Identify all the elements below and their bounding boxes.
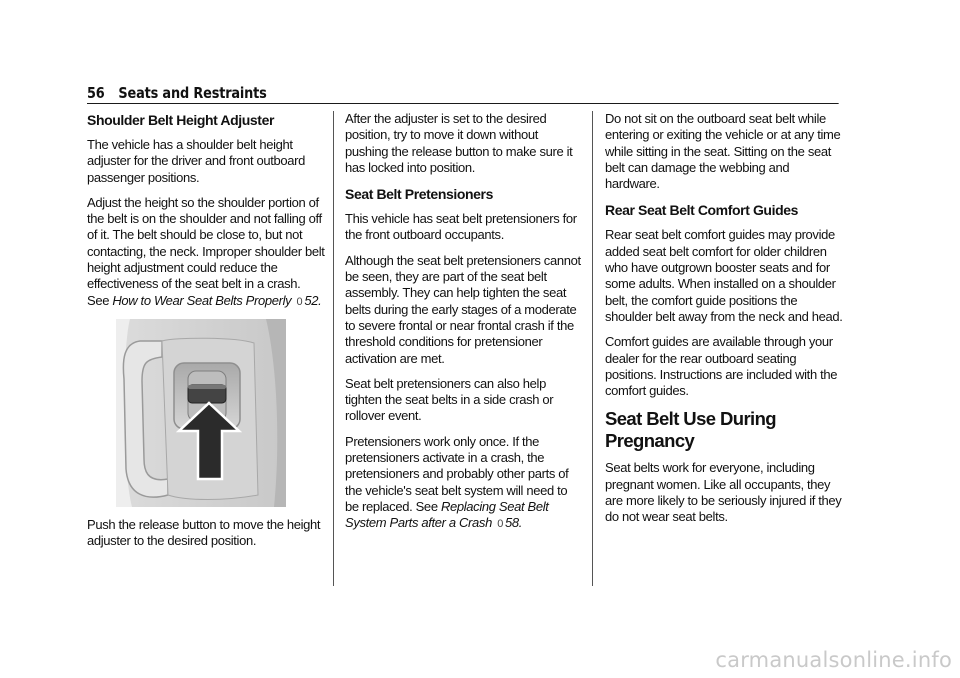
paragraph: Pretensioners work only once. If the pretensioners activate in a crash, the pretensioners and probably other parts of the vehicle's seat belt system will need to be replaced. See Replacing Seat Belt System Parts after a Crash 0 58. [345, 433, 569, 531]
cross-reference-link[interactable]: Replacing Seat Belt System Parts after a Crash [345, 498, 549, 531]
paragraph: Seat belts work for everyone, including pregnant women. Like all occupants, they are more likely to be seriously injured if they do not wear seat belts. [605, 460, 842, 525]
page-number: 56 [87, 84, 105, 102]
section-title: Seats and Restraints [118, 84, 267, 102]
paragraph: Seat belt pretensioners can also help tighten the seat belts in a side crash or rollover event. [345, 375, 554, 424]
column-1 [87, 111, 325, 559]
heading-seat-belt-pretensioners: Seat Belt Pretensioners [345, 186, 493, 203]
paragraph: This vehicle has seat belt pretensioners for the front outboard occupants. [345, 211, 577, 243]
cross-reference-link[interactable]: How to Wear Seat Belts Properly [112, 292, 292, 308]
column-divider [592, 111, 593, 586]
column-2 [345, 111, 583, 542]
paragraph: Although the seat belt pretensioners cannot be seen, they are part of the seat belt assembly. They can help tighten the seat belts during the early stages of a moderate to severe frontal or near frontal crash if the threshold conditions for pretensioner activation are met. [345, 252, 581, 366]
column-divider [333, 111, 334, 586]
page-reference[interactable]: 58. [505, 515, 523, 531]
figure-caption: Push the release button to move the height adjuster to the desired position. [87, 516, 321, 549]
paragraph: Do not sit on the outboard seat belt while entering or exiting the vehicle or at any time while sitting in the seat. Sitting on the seat belt can damage the webbing and hardware. [605, 111, 841, 192]
paragraph: Adjust the height so the shoulder portion of the belt is on the shoulder and not falling off of it. The belt should be close to, but not contacting, the neck. Improper shoulder belt height adjustment could reduce the effectiveness of the seat belt in a crash. See How to Wear Seat Belts Properly 0 52. [87, 194, 325, 308]
shoulder-belt-adjuster-illustration [116, 319, 286, 507]
paragraph: Rear seat belt comfort guides may provide added seat belt comfort for older children who have outgrown booster seats and for some adults. When installed on a shoulder belt, the comfort guide positions the shoulder belt away from the neck and head. [605, 227, 843, 324]
page-ref-arrow-icon: 0 [296, 295, 303, 308]
paragraph: Comfort guides are available through your dealer for the rear outboard seating positions. Instructions are included with the comfort guides. [605, 334, 838, 399]
heading-pregnancy: Seat Belt Use During Pregnancy [605, 408, 776, 452]
heading-shoulder-belt-adjuster: Shoulder Belt Height Adjuster [87, 112, 275, 128]
paragraph: After the adjuster is set to the desired position, try to move it down without pushing the release button to make sure it has locked into position. [345, 111, 573, 175]
watermark: carmanualsonline.info [715, 648, 952, 672]
heading-rear-comfort-guides: Rear Seat Belt Comfort Guides [605, 202, 798, 219]
column-3 [605, 111, 843, 535]
page-reference[interactable]: 52. [304, 292, 322, 308]
page-header [87, 83, 839, 104]
paragraph: The vehicle has a shoulder belt height adjuster for the driver and front outboard passenger positions. [87, 137, 305, 185]
page-ref-arrow-icon: 0 [497, 518, 503, 531]
